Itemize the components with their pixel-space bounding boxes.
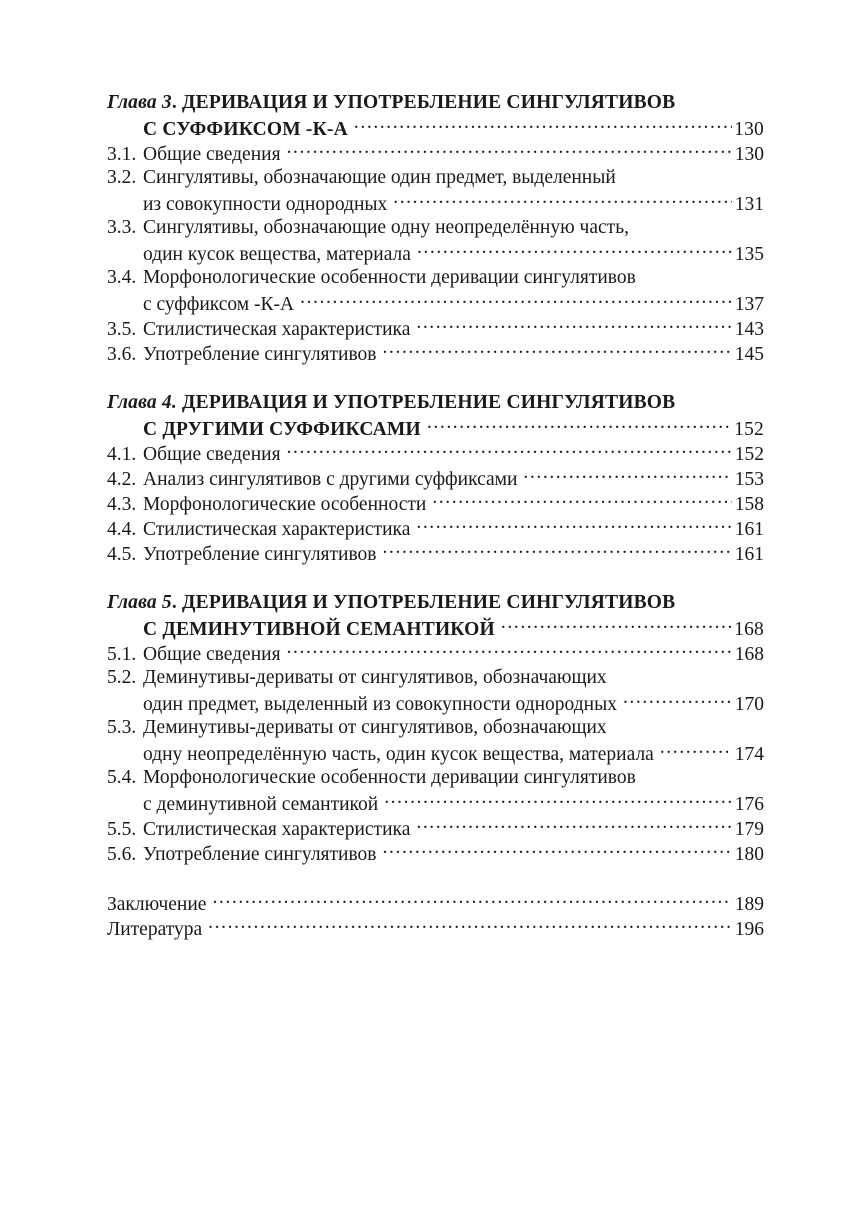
section-number: 4.4. (107, 518, 137, 540)
page-number: 158 (734, 493, 764, 515)
dot-leader (383, 540, 732, 560)
toc-entry[interactable] (107, 340, 764, 365)
chapter-heading-cont[interactable] (107, 615, 764, 640)
section-title: Сингулятивы, обозначающие одну неопределённую часть, (143, 217, 629, 238)
page-number: 176 (734, 793, 764, 815)
page-number: 145 (734, 343, 764, 365)
page-number: 170 (734, 693, 764, 715)
chapter-heading-cont[interactable] (107, 115, 764, 140)
section-number: 5.3. (107, 717, 137, 738)
toc-entry-cont[interactable] (107, 740, 764, 765)
section-number: 5.2. (107, 667, 137, 688)
section-title: Общие сведения (143, 143, 281, 165)
page-number: 174 (734, 743, 764, 765)
toc-entry[interactable] (107, 665, 764, 690)
section-title: Употребление сингулятивов (143, 543, 377, 565)
chapter-3 (107, 90, 764, 365)
page-number: 196 (734, 918, 764, 940)
toc-entry[interactable] (107, 315, 764, 340)
toc-entry[interactable] (107, 540, 764, 565)
chapter-label: Глава 3 (107, 92, 172, 113)
dot-leader (416, 315, 732, 335)
section-number: 3.3. (107, 217, 137, 238)
toc-entry[interactable] (107, 165, 764, 190)
dot-leader (384, 790, 732, 810)
page-number: 161 (734, 518, 764, 540)
section-number: 3.5. (107, 318, 137, 340)
section-title: Анализ сингулятивов с другими суффиксами (143, 468, 518, 490)
page-number: 180 (734, 843, 764, 865)
section-number: 4.2. (107, 468, 137, 490)
toc-entry[interactable] (107, 715, 764, 740)
dot-leader (208, 915, 732, 935)
section-title-cont: одну неопределённую часть, один кусок вещества, материала (143, 743, 654, 765)
section-number: 5.6. (107, 843, 137, 865)
chapter-title-cont: С ДРУГИМИ СУФФИКСАМИ (143, 418, 421, 440)
toc-entry[interactable] (107, 815, 764, 840)
chapter-heading[interactable] (107, 90, 764, 115)
page-number: 168 (734, 643, 764, 665)
chapter-label: Глава 4. (107, 392, 177, 413)
toc-entry-literature[interactable] (107, 915, 764, 940)
section-title: Стилистическая характеристика (143, 818, 411, 840)
chapter-heading[interactable] (107, 390, 764, 415)
dot-leader (383, 340, 732, 360)
toc-entry-cont[interactable] (107, 240, 764, 265)
chapter-heading-cont[interactable] (107, 415, 764, 440)
chapter-title: ДЕРИВАЦИЯ И УПОТРЕБЛЕНИЕ СИНГУЛЯТИВОВ (176, 392, 676, 413)
chapter-heading[interactable] (107, 590, 764, 615)
page-number: 135 (734, 243, 764, 265)
dot-leader (432, 490, 732, 510)
dot-leader (523, 465, 732, 485)
section-title: Стилистическая характеристика (143, 318, 411, 340)
chapter-4 (107, 390, 764, 565)
toc-entry[interactable] (107, 765, 764, 790)
dot-leader (393, 190, 732, 210)
page-number: 131 (734, 193, 764, 215)
section-title-cont: из совокупности однородных (143, 193, 388, 215)
section-title-cont: один предмет, выделенный из совокупности однородных (143, 693, 617, 715)
chapter-title-cont: С ДЕМИНУТИВНОЙ СЕМАНТИКОЙ (143, 618, 495, 640)
table-of-contents (107, 90, 764, 940)
page-number: 130 (734, 143, 764, 165)
toc-entry[interactable] (107, 140, 764, 165)
toc-entry-cont[interactable] (107, 290, 764, 315)
dot-leader (287, 140, 732, 160)
dot-leader (416, 815, 732, 835)
page-number: 143 (734, 318, 764, 340)
page-number: 153 (734, 468, 764, 490)
toc-entry[interactable] (107, 840, 764, 865)
section-title: Стилистическая характеристика (143, 518, 411, 540)
section-number: 4.3. (107, 493, 137, 515)
dot-leader (287, 440, 732, 460)
section-title-cont: с деминутивной семантикой (143, 793, 379, 815)
section-title-cont: один кусок вещества, материала (143, 243, 411, 265)
dot-leader (300, 290, 732, 310)
dot-leader (287, 640, 732, 660)
dot-leader (354, 115, 732, 135)
section-title: Морфонологические особенности деривации сингулятивов (143, 267, 636, 288)
section-title: Употребление сингулятивов (143, 843, 377, 865)
page-number: 152 (734, 418, 764, 440)
chapter-title: . ДЕРИВАЦИЯ И УПОТРЕБЛЕНИЕ СИНГУЛЯТИВОВ (171, 92, 676, 113)
section-title: Морфонологические особенности деривации сингулятивов (143, 767, 636, 788)
page-number: 189 (734, 893, 764, 915)
chapter-title: . ДЕРИВАЦИЯ И УПОТРЕБЛЕНИЕ СИНГУЛЯТИВОВ (171, 592, 676, 613)
toc-entry[interactable] (107, 490, 764, 515)
section-number: 5.4. (107, 767, 137, 788)
toc-entry[interactable] (107, 265, 764, 290)
toc-entry[interactable] (107, 465, 764, 490)
section-title-cont: с суффиксом -К-А (143, 293, 295, 315)
toc-entry-cont[interactable] (107, 690, 764, 715)
section-title: Сингулятивы, обозначающие один предмет, выделенный (143, 167, 616, 188)
page-number: 152 (734, 443, 764, 465)
dot-leader (212, 890, 732, 910)
entry-title: Литература (107, 918, 203, 940)
page-number: 179 (734, 818, 764, 840)
section-title: Морфонологические особенности (143, 493, 427, 515)
section-title: Общие сведения (143, 443, 281, 465)
section-title: Деминутивы-дериваты от сингулятивов, обозначающих (143, 717, 607, 738)
section-number: 5.1. (107, 643, 137, 665)
entry-title: Заключение (107, 893, 207, 915)
section-title: Употребление сингулятивов (143, 343, 377, 365)
page-number: 137 (734, 293, 764, 315)
dot-leader (660, 740, 732, 760)
dot-leader (427, 415, 732, 435)
section-title: Деминутивы-дериваты от сингулятивов, обозначающих (143, 667, 607, 688)
dot-leader (623, 690, 732, 710)
section-title: Общие сведения (143, 643, 281, 665)
page-number: 168 (734, 618, 764, 640)
dot-leader (417, 240, 732, 260)
toc-entry[interactable] (107, 515, 764, 540)
final-entries (107, 890, 764, 940)
dot-leader (501, 615, 732, 635)
section-number: 5.5. (107, 818, 137, 840)
section-number: 3.1. (107, 143, 137, 165)
toc-entry-conclusion[interactable] (107, 890, 764, 915)
page-number: 130 (734, 118, 764, 140)
section-number: 3.6. (107, 343, 137, 365)
dot-leader (383, 840, 732, 860)
chapter-title-cont: С СУФФИКСОМ -К-А (143, 118, 348, 140)
toc-entry[interactable] (107, 215, 764, 240)
page-number: 161 (734, 543, 764, 565)
toc-entry[interactable] (107, 640, 764, 665)
chapter-5 (107, 590, 764, 865)
section-number: 3.4. (107, 267, 137, 288)
toc-entry-cont[interactable] (107, 790, 764, 815)
toc-entry[interactable] (107, 440, 764, 465)
chapter-label: Глава 5 (107, 592, 172, 613)
toc-entry-cont[interactable] (107, 190, 764, 215)
dot-leader (416, 515, 732, 535)
section-number: 3.2. (107, 167, 137, 188)
section-number: 4.1. (107, 443, 137, 465)
section-number: 4.5. (107, 543, 137, 565)
